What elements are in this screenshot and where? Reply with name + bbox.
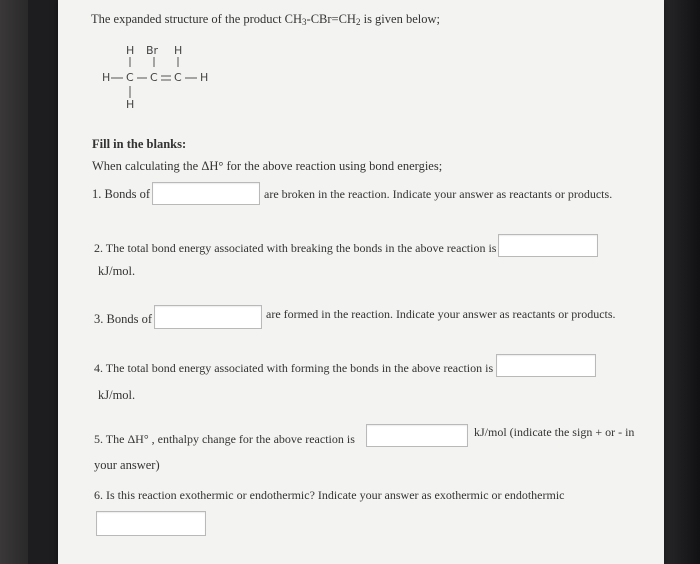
q6-answer-input[interactable] — [96, 511, 206, 536]
struct-c2: C — [150, 71, 158, 84]
q2-prefix: 2. The total bond energy associated with breaking the bonds in the above reaction is — [94, 241, 497, 255]
q5-prefix: 5. The ΔH° , enthalpy change for the above reaction is — [94, 432, 355, 446]
q1-answer-input[interactable] — [152, 182, 260, 205]
q4-prefix: 4. The total bond energy associated with forming the bonds in the above reaction is — [94, 361, 494, 375]
q5-answer-input[interactable] — [366, 424, 468, 447]
q2-suffix: kJ/mol. — [98, 264, 136, 278]
q5-suffix-continued: your answer) — [94, 458, 160, 472]
q4-suffix: kJ/mol. — [98, 388, 136, 402]
q4-answer-input[interactable] — [496, 354, 596, 377]
struct-top-h2: H — [174, 44, 183, 57]
intro-text: The expanded structure of the product $CH_3-CBr=CH_2$ is given below; — [91, 12, 440, 27]
struct-left-h: H — [102, 71, 111, 84]
q6-prompt: 6. Is this reaction exothermic or endothermic? Indicate your answer as exothermic or endothermic — [94, 488, 565, 502]
struct-top-br: Br — [146, 44, 159, 57]
section-title: Fill in the blanks: — [92, 137, 187, 151]
struct-c1: C — [126, 71, 134, 84]
q1-prefix: 1. Bonds of — [92, 187, 150, 201]
struct-c3: C — [174, 71, 182, 84]
struct-bottom-h: H — [126, 98, 135, 111]
q3-prefix: 3. Bonds of — [94, 312, 152, 326]
question-sheet — [58, 0, 664, 564]
q3-answer-input[interactable] — [154, 305, 262, 329]
struct-right-h: H — [200, 71, 209, 84]
q5-suffix: kJ/mol (indicate the sign + or - in — [474, 425, 635, 439]
q3-suffix: are formed in the reaction. Indicate your answer as reactants or products. — [266, 307, 616, 321]
struct-top-h1: H — [126, 44, 135, 57]
q2-answer-input[interactable] — [498, 234, 598, 257]
q1-suffix: are broken in the reaction. Indicate your answer as reactants or products. — [264, 187, 613, 201]
context-text: When calculating the ΔH° for the above reaction using bond energies; — [92, 159, 443, 173]
screen-edge — [660, 0, 700, 564]
